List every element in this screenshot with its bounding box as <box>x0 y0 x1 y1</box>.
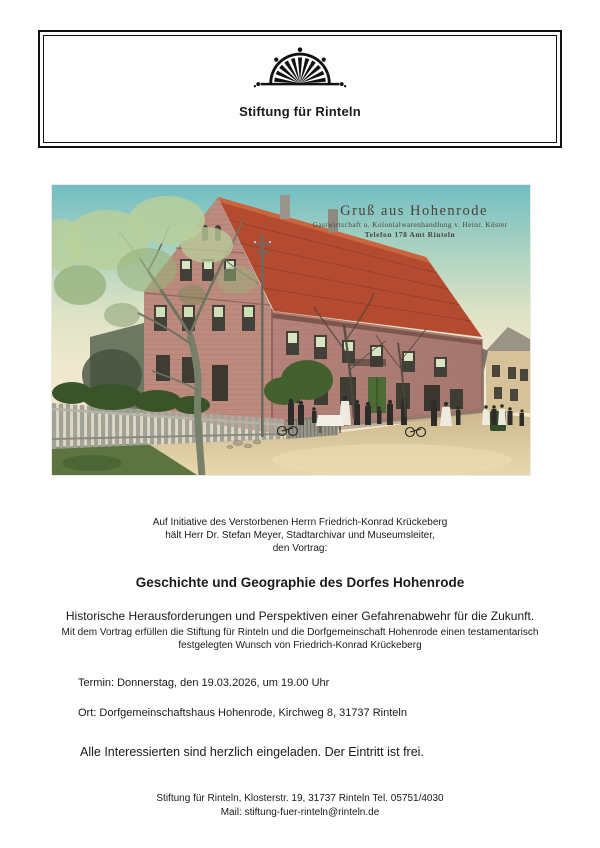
lecture-note <box>0 626 600 652</box>
postcard-caption-line2: Gastwirtschaft u. Kolonialwarenhandlung v. Heinr. Küster <box>312 220 508 229</box>
postcard-image <box>52 185 530 475</box>
lecture-title: Geschichte und Geographie des Dorfes Hohenrode <box>135 575 465 590</box>
footer-email: Mail: stiftung-fuer-rinteln@rinteln.de <box>220 807 380 818</box>
lecture-note-line-1: Mit dem Vortrag erfüllen die Stiftung für Rinteln und die Dorfgemeinschaft Hohenrode einen testamentarisch <box>61 627 539 638</box>
header-box-inner-frame <box>43 35 557 143</box>
postcard-caption-title: Gruß aus Hohenrode <box>340 203 488 219</box>
intro-text <box>0 516 600 555</box>
fanlight-sunburst-icon <box>252 44 348 90</box>
header-box <box>38 30 562 148</box>
intro-line-3: den Vortrag: <box>272 543 328 554</box>
invitation-text: Alle Interessierten sind herzlich eingeladen. Der Eintritt ist frei. <box>80 745 424 759</box>
postcard-caption-line3: Telefon 178 Amt Rinteln <box>364 230 456 239</box>
footer-address: Stiftung für Rinteln, Klosterstr. 19, 31737 Rinteln Tel. 05751/4030 <box>156 793 444 804</box>
intro-line-2: hält Herr Dr. Stefan Meyer, Stadtarchivar und Museumsleiter, <box>165 530 435 541</box>
event-date: Termin: Donnerstag, den 19.03.2026, um 19.00 Uhr <box>78 677 330 689</box>
event-location: Ort: Dorfgemeinschaftshaus Hohenrode, Kirchweg 8, 31737 Rinteln <box>78 707 407 719</box>
lecture-subtitle: Historische Herausforderungen und Perspektiven einer Gefahrenabwehr für die Zukunft. <box>65 609 535 623</box>
lecture-note-line-2: festgelegten Wunsch von Friedrich-Konrad Krückeberg <box>178 640 422 651</box>
footer-contact <box>0 792 600 820</box>
header-title: Stiftung für Rinteln <box>239 104 361 119</box>
intro-line-1: Auf Initiative des Verstorbenen Herrn Friedrich-Konrad Krückeberg <box>152 517 448 528</box>
